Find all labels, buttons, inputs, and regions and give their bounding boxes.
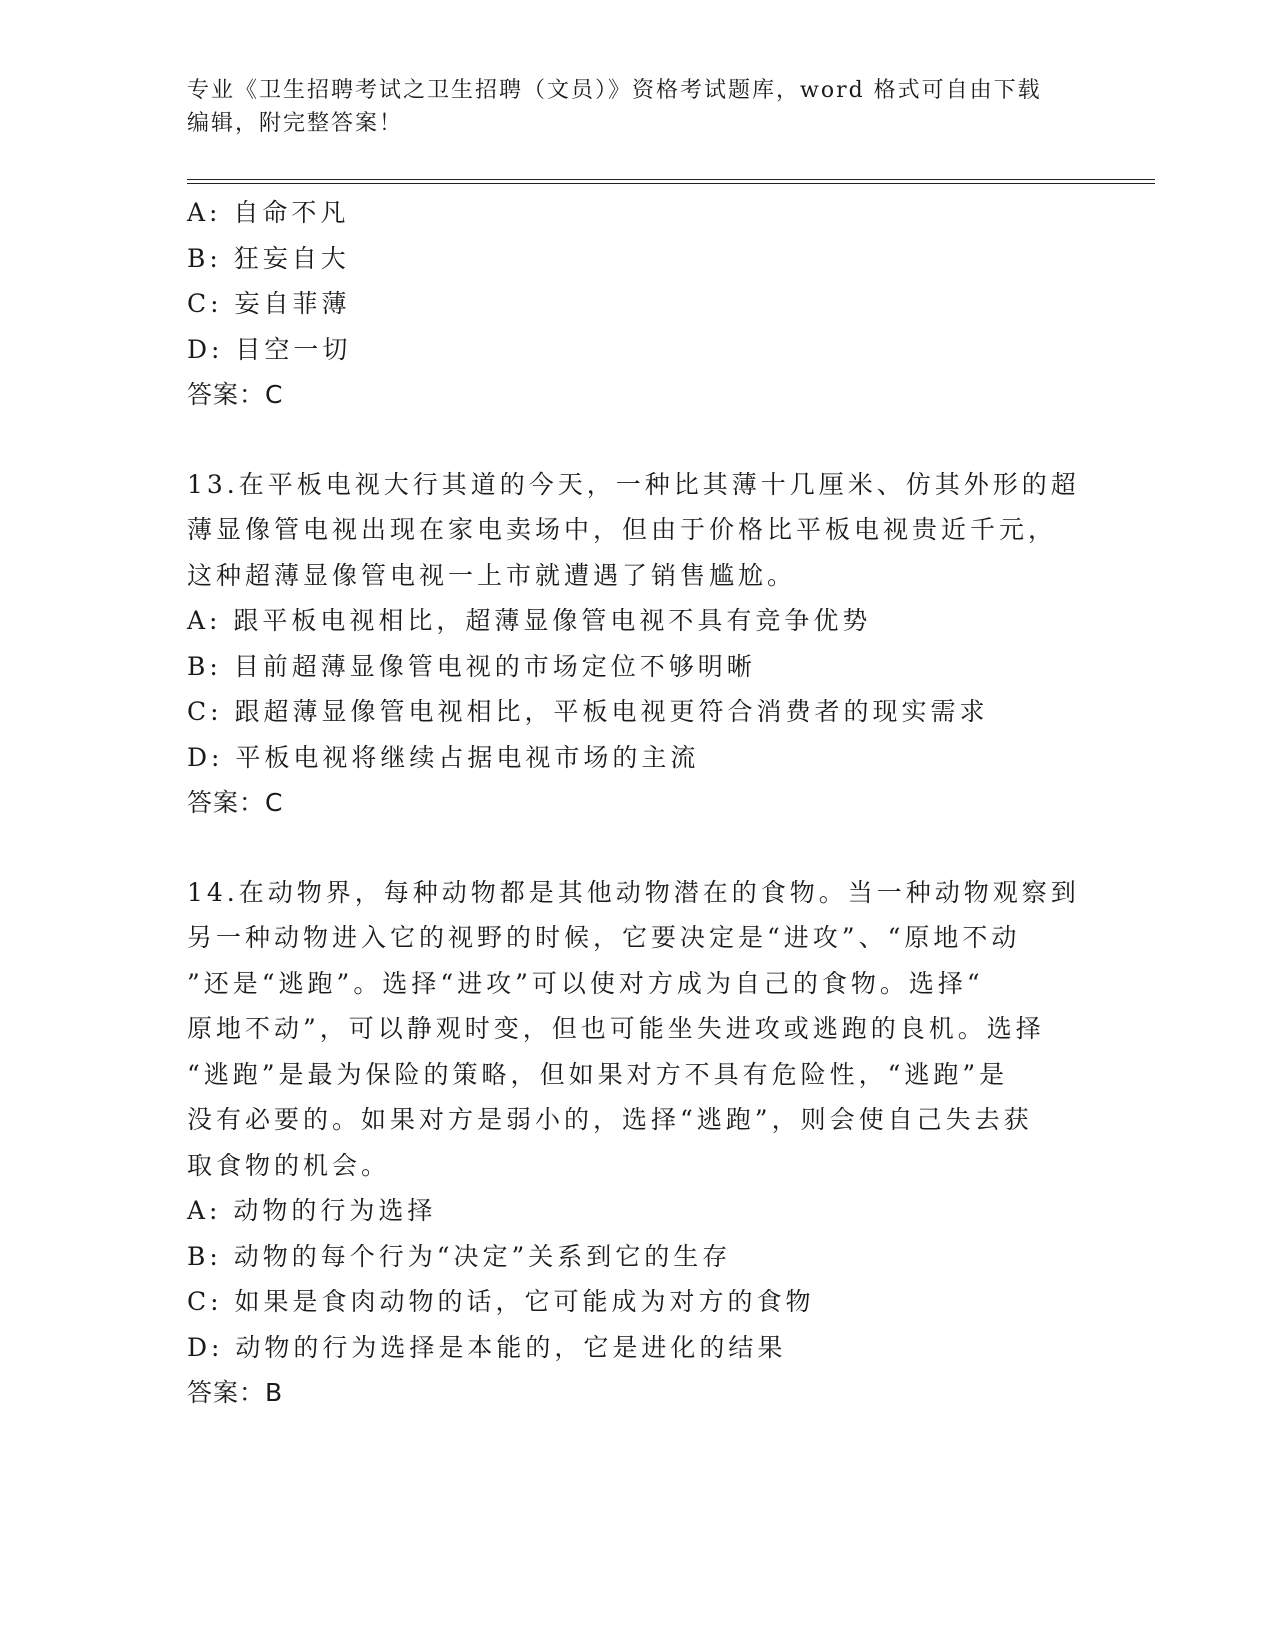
option-d: D: 平板电视将继续占据电视市场的主流 xyxy=(187,742,700,772)
header-divider-top xyxy=(187,179,1155,180)
option-a: A: 自命不凡 xyxy=(187,198,350,227)
header-divider-bottom xyxy=(187,183,1155,184)
option-b: B: 狂妄自大 xyxy=(187,243,350,273)
stem-line: “逃跑”是最为保险的策略，但如果对方不具有危险性，“逃跑”是 xyxy=(187,1059,1009,1089)
stem-line: 取食物的机会。 xyxy=(187,1150,391,1180)
stem-line: 这种超薄显像管电视一上市就遭遇了销售尴尬。 xyxy=(187,560,797,590)
option-c: C: 如果是食肉动物的话，它可能成为对方的食物 xyxy=(187,1287,815,1316)
option-c: C: 跟超薄显像管电视相比，平板电视更符合消费者的现实需求 xyxy=(187,697,989,726)
header-line-2: 编辑，附完整答案！ xyxy=(187,111,404,136)
stem-line: 13.在平板电视大行其道的今天，一种比其薄十几厘米、仿其外形的超 xyxy=(187,469,1080,499)
header-line-1: 专业《卫生招聘考试之卫生招聘（文员）》资格考试题库，word 格式可自由下载 xyxy=(187,78,1042,103)
question-spacer xyxy=(187,826,1087,870)
stem-line: 另一种动物进入它的视野的时候，它要决定是“进攻”、“原地不动 xyxy=(187,923,1021,952)
option-d: D: 目空一切 xyxy=(187,334,352,364)
stem-line: 原地不动”，可以静观时变，但也可能坐失进攻或逃跑的良机。选择 xyxy=(187,1014,1045,1043)
answer-line: 答案：B xyxy=(187,1378,284,1407)
option-b: B: 目前超薄显像管电视的市场定位不够明晰 xyxy=(187,651,756,681)
option-a: A: 跟平板电视相比，超薄显像管电视不具有竞争优势 xyxy=(187,606,872,635)
question-spacer xyxy=(187,418,1087,462)
document-header xyxy=(187,74,1087,140)
answer-line: 答案：C xyxy=(187,788,284,817)
question-12 xyxy=(187,190,1087,418)
stem-line: 薄显像管电视出现在家电卖场中，但由于价格比平板电视贵近千元， xyxy=(187,515,1058,544)
stem-line: 没有必要的。如果对方是弱小的，选择“逃跑”，则会使自己失去获 xyxy=(187,1105,1033,1134)
answer-line: 答案：C xyxy=(187,380,284,409)
question-stem xyxy=(187,462,1087,599)
question-13 xyxy=(187,462,1087,826)
stem-line: 14.在动物界，每种动物都是其他动物潜在的食物。当一种动物观察到 xyxy=(187,877,1080,907)
option-d: D: 动物的行为选择是本能的，它是进化的结果 xyxy=(187,1332,787,1362)
stem-line: ”还是“逃跑”。选择“进攻”可以使对方成为自己的食物。选择“ xyxy=(187,968,984,998)
option-c: C: 妄自菲薄 xyxy=(187,289,351,318)
question-stem xyxy=(187,870,1087,1189)
option-b: B: 动物的每个行为“决定”关系到它的生存 xyxy=(187,1241,732,1271)
question-14 xyxy=(187,870,1087,1416)
question-list xyxy=(187,190,1087,1416)
option-a: A: 动物的行为选择 xyxy=(187,1196,437,1225)
